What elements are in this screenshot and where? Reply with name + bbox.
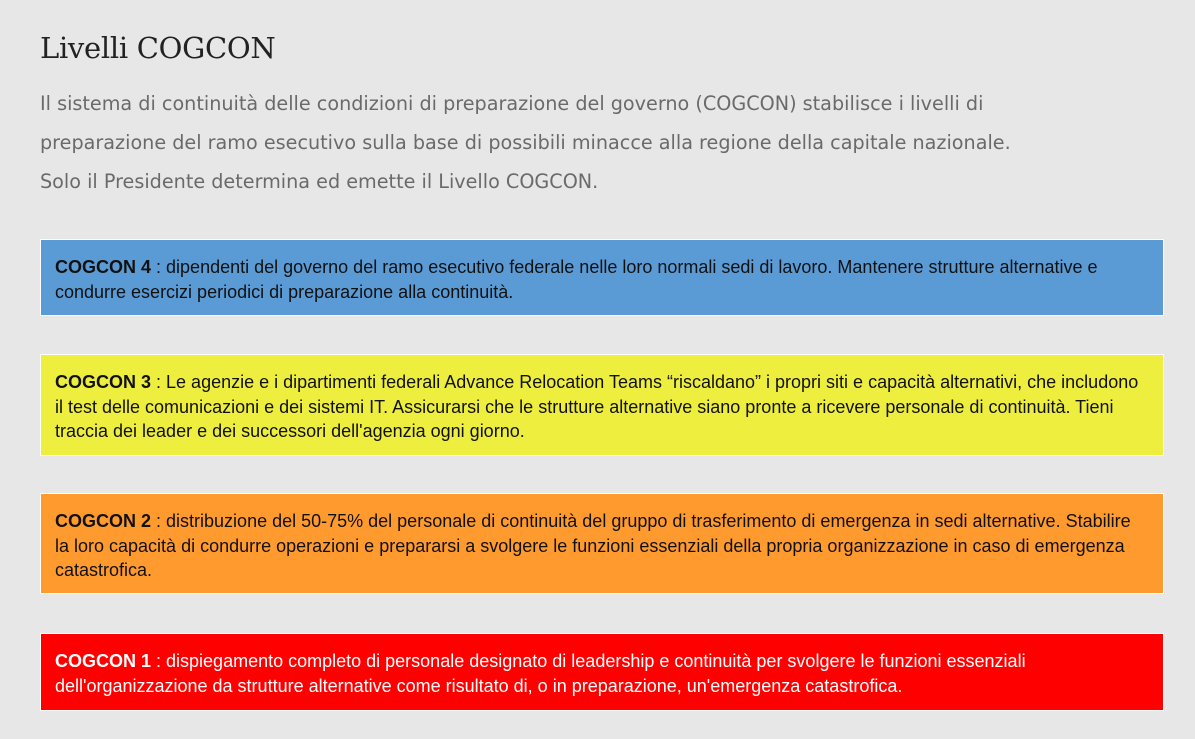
- level-description: dipendenti del governo del ramo esecutivo federale nelle loro normali sedi di lavoro. Mantenere strutture alternative e condurre esercizi periodici di preparazione alla continuità.: [55, 257, 1098, 302]
- cogcon-level-4-box: [40, 239, 1164, 316]
- cogcon-level-2-box: [40, 493, 1164, 594]
- level-separator: :: [151, 257, 167, 277]
- level-name: COGCON 2: [55, 511, 152, 531]
- level-description: Le agenzie e i dipartimenti federali Advance Relocation Teams “riscaldano” i propri siti e capacità alternativi, che includono il test delle comunicazioni e dei sistemi IT. Assicurarsi che le strutture alternative siano pronte a ricevere personale di continuità. Tieni traccia dei leader e dei successori dell'agenzia ogni giorno.: [55, 372, 1139, 441]
- level-description: distribuzione del 50-75% del personale di continuità del gruppo di trasferimento di emergenza in sedi alternative. Stabilire la loro capacità di condurre operazioni e prepararsi a svolgere le funzioni essenziali della propria organizzazione in caso di emergenza catastrofica.: [55, 511, 1131, 580]
- level-name: COGCON 1: [55, 651, 152, 671]
- level-separator: :: [151, 372, 167, 392]
- cogcon-level-3-box: [40, 354, 1164, 456]
- level-name: COGCON 4: [55, 257, 152, 277]
- level-description: dispiegamento completo di personale designato di leadership e continuità per svolgere le funzioni essenziali dell'organizzazione da strutture alternative come risultato di, o in preparazione, un'emergenza catastrofica.: [55, 651, 1026, 696]
- level-separator: :: [151, 651, 167, 671]
- level-separator: :: [151, 511, 167, 531]
- intro-paragraph: Il sistema di continuità delle condizioni di preparazione del governo (COGCON) stabilisce i livelli di preparazione del ramo esecutivo sulla base di possibili minacce alla regione della capitale nazionale. Solo il Presidente determina ed emette il Livello COGCON.: [40, 92, 1011, 193]
- cogcon-level-1-box: [40, 633, 1164, 711]
- page-title: Livelli COGCON: [40, 31, 276, 65]
- level-name: COGCON 3: [55, 372, 152, 392]
